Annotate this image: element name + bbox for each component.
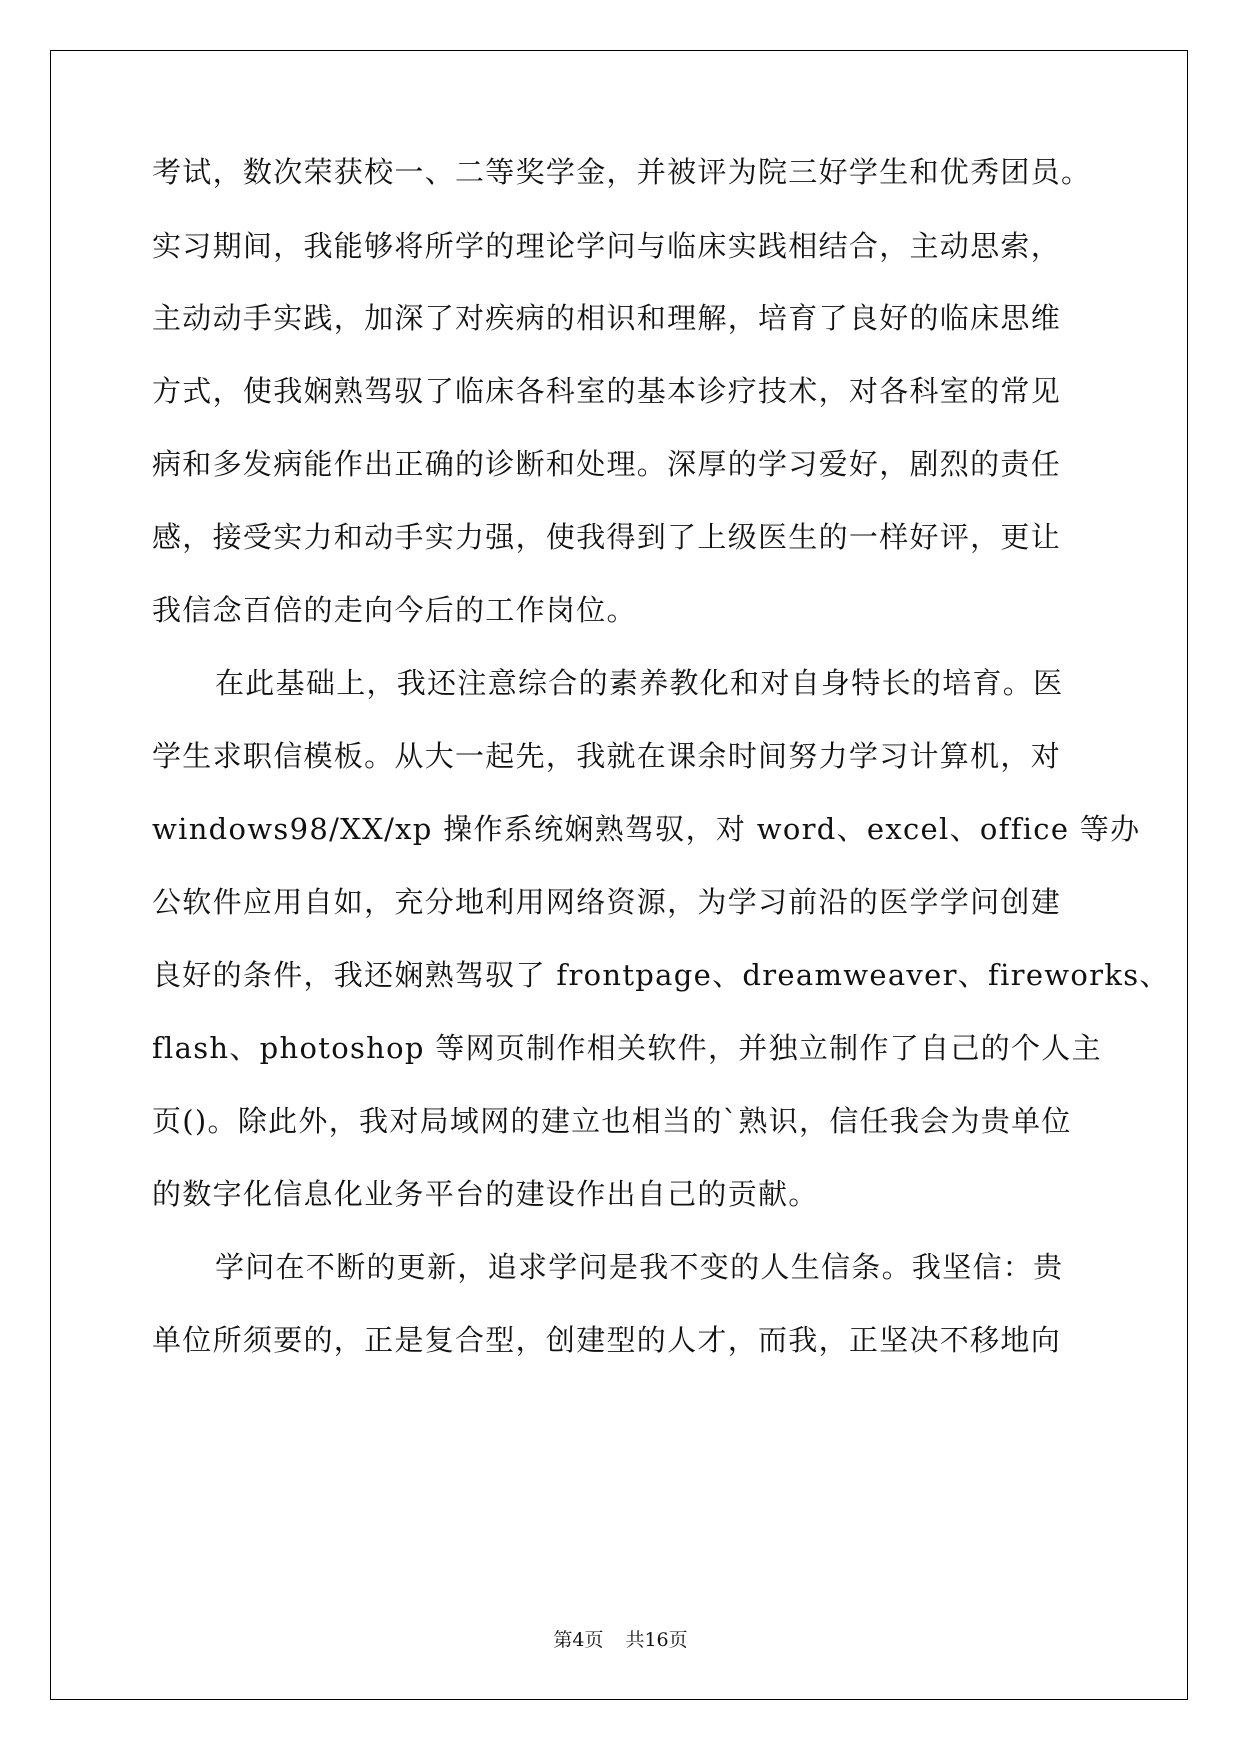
body-line: 学生求职信模板。从大一起先，我就在课余时间努力学习计算机，对 <box>152 739 1062 773</box>
body-line: 单位所须要的，正是复合型，创建型的人才，而我，正坚决不移地向 <box>152 1323 1062 1357</box>
body-line: 页()。除此外，我对局域网的建立也相当的`熟识，信任我会为贵单位 <box>152 1104 1072 1138</box>
body-line: 方式，使我娴熟驾驭了临床各科室的基本诊疗技术，对各科室的常见 <box>152 374 1062 408</box>
body-line: 主动动手实践，加深了对疾病的相识和理解，培育了良好的临床思维 <box>152 301 1062 335</box>
body-line: 考试，数次荣获校一、二等奖学金，并被评为院三好学生和优秀团员。 <box>152 155 1092 189</box>
body-line: 良好的条件，我还娴熟驾驭了 frontpage、dreamweaver、fireworks、 <box>152 958 1170 992</box>
body-line: 公软件应用自如，充分地利用网络资源，为学习前沿的医学学问创建 <box>152 885 1062 919</box>
body-line: 病和多发病能作出正确的诊断和处理。深厚的学习爱好，剧烈的责任 <box>152 447 1062 481</box>
page-footer <box>0 1625 1241 1652</box>
body-line: 学问在不断的更新，追求学问是我不变的人生信条。我坚信：贵 <box>215 1250 1064 1284</box>
page-total: 共16页 <box>625 1629 688 1651</box>
body-line: windows98/XX/xp 操作系统娴熟驾驭，对 word、excel、office 等办 <box>152 812 1141 846</box>
body-line: flash、photoshop 等网页制作相关软件，并独立制作了自己的个人主 <box>152 1031 1102 1065</box>
body-line: 在此基础上，我还注意综合的素养教化和对自身特长的培育。医 <box>215 666 1064 700</box>
body-line: 感，接受实力和动手实力强，使我得到了上级医生的一样好评，更让 <box>152 520 1062 554</box>
page-number: 第4页 <box>553 1629 604 1651</box>
body-line: 实习期间，我能够将所学的理论学问与临床实践相结合，主动思索， <box>152 229 1062 263</box>
body-line: 我信念百倍的走向今后的工作岗位。 <box>152 593 637 627</box>
body-line: 的数字化信息化业务平台的建设作出自己的贡献。 <box>152 1177 819 1211</box>
